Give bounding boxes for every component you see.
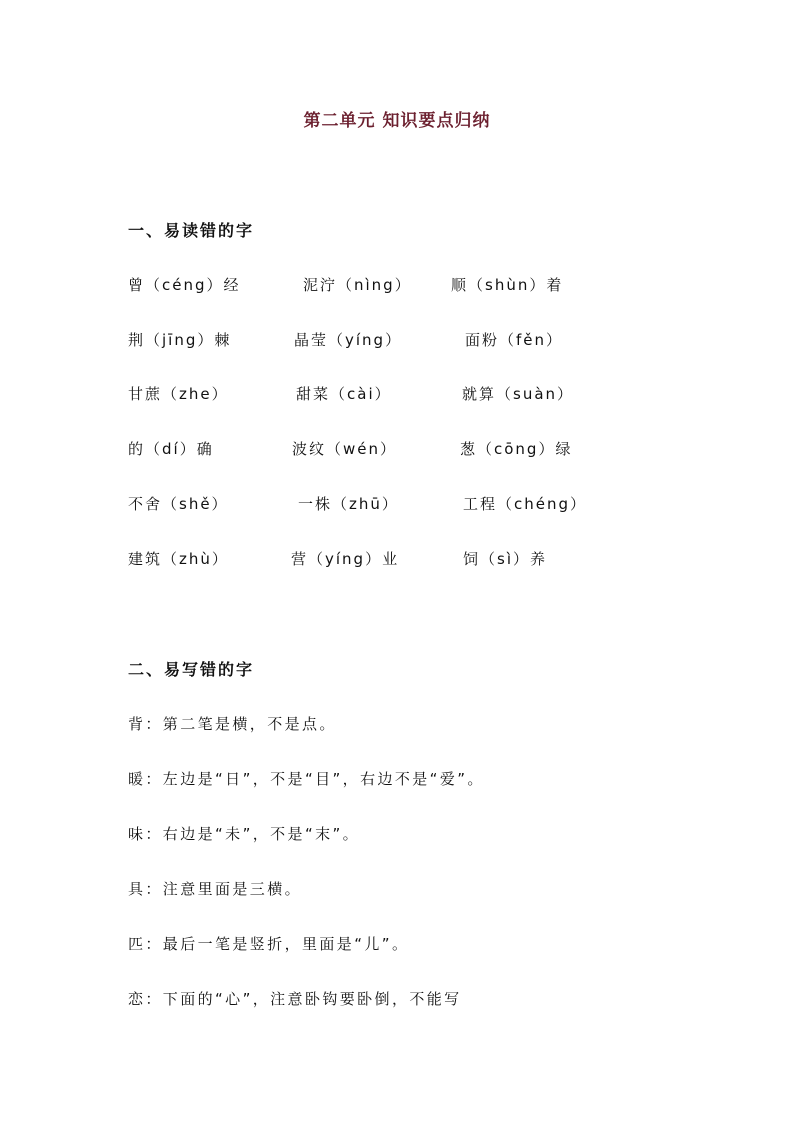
word-item: 顺（shùn）着 — [451, 276, 564, 294]
word-item: 晶莹（yíng） — [294, 331, 403, 349]
word-item: 甘蔗（zhe） — [128, 385, 229, 403]
word-item: 葱（cōng）绿 — [460, 440, 573, 458]
note-item: 味：右边是“未”，不是“末”。 — [128, 825, 361, 843]
word-item: 就算（suàn） — [462, 385, 575, 403]
word-item: 面粉（fěn） — [465, 331, 564, 349]
note-item: 具：注意里面是三横。 — [128, 880, 303, 898]
note-item: 匹：最后一笔是竖折，里面是“儿”。 — [128, 935, 410, 953]
note-item: 背：第二笔是横，不是点。 — [128, 715, 337, 733]
word-item: 建筑（zhù） — [128, 550, 229, 568]
section-heading-misread: 一、易读错的字 — [128, 221, 255, 240]
word-item: 不舍（shě） — [128, 495, 229, 513]
word-item: 波纹（wén） — [292, 440, 398, 458]
note-item: 暖：左边是“日”，不是“目”，右边不是“爱”。 — [128, 770, 485, 788]
word-item: 营（yíng）业 — [291, 550, 400, 568]
word-item: 一株（zhū） — [298, 495, 399, 513]
note-item: 恋：下面的“心”，注意卧钩要卧倒，不能写 — [128, 990, 462, 1008]
word-item: 的（dí）确 — [128, 440, 214, 458]
word-item: 荆（jīng）棘 — [128, 331, 232, 349]
section-heading-miswritten: 二、易写错的字 — [128, 660, 255, 679]
word-item: 甜菜（cài） — [296, 385, 392, 403]
word-item: 饲（sì）养 — [463, 550, 547, 568]
page-title: 第二单元 知识要点归纳 — [303, 111, 491, 131]
word-item: 曾（céng）经 — [128, 276, 241, 294]
word-item: 工程（chéng） — [463, 495, 588, 513]
word-item: 泥泞（nìng） — [303, 276, 412, 294]
